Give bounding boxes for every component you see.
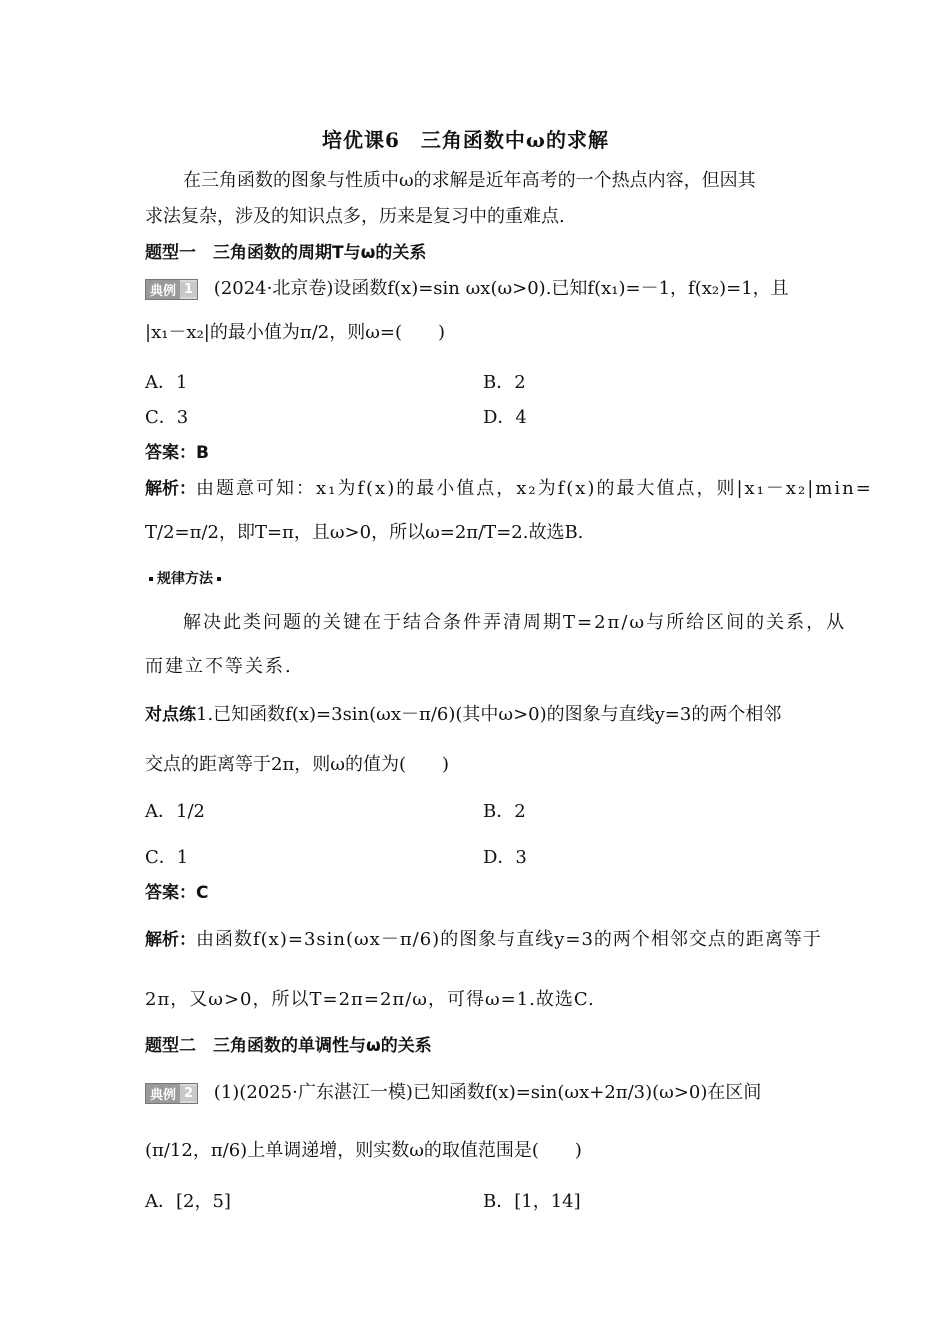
practice1-analysis-2: 2π，又ω>0，所以T=2π=2π/ω，可得ω=1.故选C. [145, 989, 595, 1010]
example-badge-2: 典例 2 [145, 1083, 198, 1104]
example1-line-2: |x₁－x₂|的最小值为π/2，则ω=( ) [145, 322, 446, 343]
bullet-square-icon [149, 577, 153, 581]
method-label: 规律方法 [145, 568, 225, 588]
example2-option-b: B．[1，14] [483, 1191, 581, 1212]
example1-analysis-2: T/2=π/2，即T=π，且ω>0，所以ω=2π/T=2.故选B. [145, 522, 584, 543]
example1-option-c: C．3 [145, 407, 189, 428]
practice1-line-2: 交点的距离等于2π，则ω的值为( ) [145, 754, 450, 775]
example1-analysis-1: 解析：由题意可知：x₁为f(x)的最小值点，x₂为f(x)的最大值点，则|x₁－x₂|min= [145, 478, 873, 499]
example1-option-d: D．4 [483, 407, 527, 428]
method-line-2: 而建立不等关系. [145, 656, 293, 677]
example1-option-b: B．2 [483, 372, 526, 393]
example-badge-1: 典例 1 [145, 279, 198, 300]
page-title: 培优课6 三角函数中ω的求解 [322, 128, 609, 152]
example1-line-1 [145, 274, 789, 300]
example1-answer: 答案：B [145, 443, 209, 463]
practice1-option-d: D．3 [483, 847, 527, 868]
example2-line-1 [145, 1078, 761, 1104]
section-heading-type2: 题型二 三角函数的单调性与ω的关系 [145, 1036, 432, 1056]
example2-option-a: A．[2，5] [145, 1191, 231, 1212]
practice1-option-b: B．2 [483, 801, 526, 822]
example2-stem-1: (1)(2025·广东湛江一模)已知函数f(x)=sin(ωx+2π/3)(ω>0)在区间 [213, 1082, 762, 1103]
practice1-analysis-1: 解析：由函数f(x)=3sin(ωx－π/6)的图象与直线y=3的两个相邻交点的距离等于 [145, 929, 822, 950]
practice1-option-c: C．1 [145, 847, 189, 868]
example2-line-2: (π/12，π/6)上单调递增，则实数ω的取值范围是( ) [145, 1140, 582, 1161]
method-line-1: 解决此类问题的关键在于结合条件弄清周期T=2π/ω与所给区间的关系，从 [183, 612, 847, 633]
practice1-line-1: 对点练1.已知函数f(x)=3sin(ωx－π/6)(其中ω>0)的图象与直线y=3的两个相邻 [145, 704, 782, 725]
practice1-option-a: A．1/2 [145, 801, 205, 822]
example1-stem-1: (2024·北京卷)设函数f(x)=sin ωx(ω>0).已知f(x₁)=－1，f(x₂)=1，且 [213, 278, 789, 299]
intro-line-1: 在三角函数的图象与性质中ω的求解是近年高考的一个热点内容，但因其 [183, 170, 756, 191]
intro-line-2: 求法复杂，涉及的知识点多，历来是复习中的重难点. [145, 206, 565, 227]
practice1-answer: 答案：C [145, 883, 209, 903]
bullet-square-icon [217, 577, 221, 581]
example1-option-a: A．1 [145, 372, 188, 393]
section-heading-type1: 题型一 三角函数的周期T与ω的关系 [145, 243, 427, 263]
